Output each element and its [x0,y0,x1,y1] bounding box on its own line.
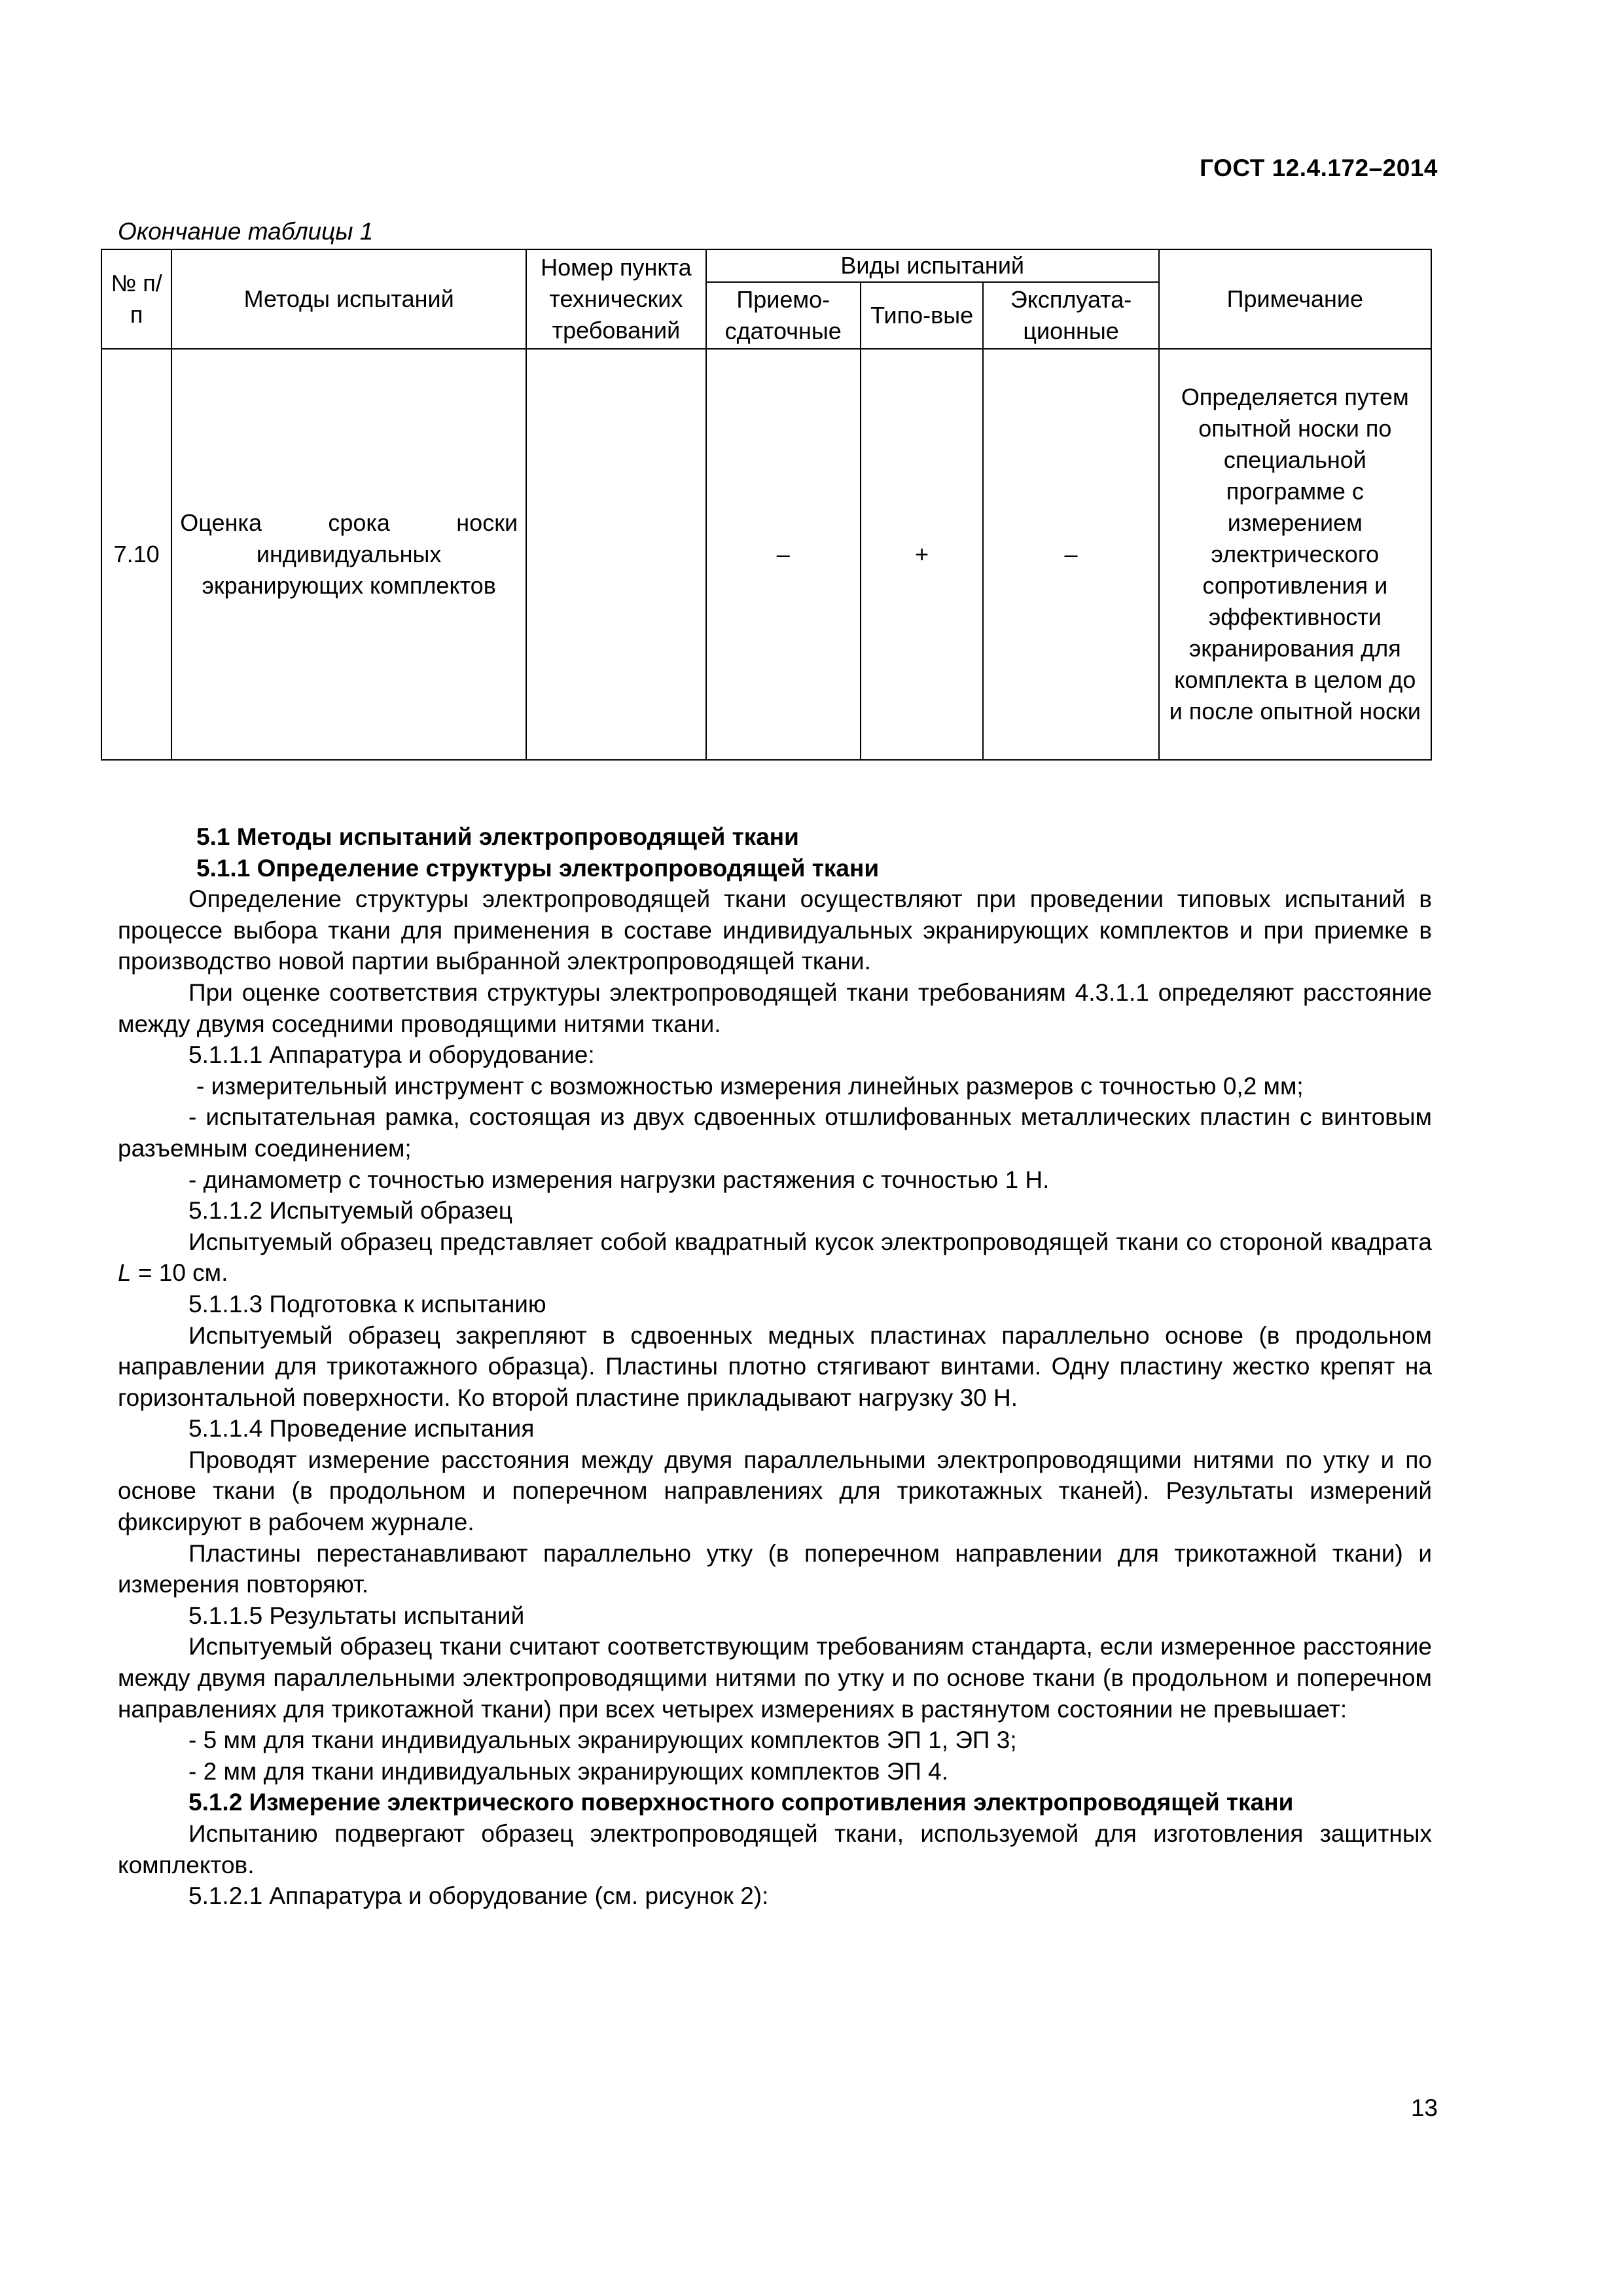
method-rest: индивидуальных экранирующих комплектов [202,541,496,599]
header-point: Номер пункта технических требований [526,249,706,349]
tests-table [101,249,1432,761]
row-acceptance: – [706,349,861,760]
list-item: - 2 мм для ткани индивидуальных экранирующих комплектов ЭП 4. [188,1757,949,1785]
header-acceptance: Приемо-сдаточные [706,282,861,349]
row-method [171,349,526,760]
paragraph-part: = 10 см. [137,1259,228,1287]
header-no: № п/п [101,249,171,349]
paragraph: Испытуемый образец закрепляют в сдвоенных медных пластинах параллельно основе (в продольном направлении для трикотажного образца). Пластины плотно стягивают винтами. Одну пластину жестко крепят на горизонтальной поверхности. Ко второй пластине прикладывают нагрузку 30 Н. [118,1321,1432,1411]
section-5-1-1-4-heading: 5.1.1.4 Проведение испытания [188,1415,535,1443]
method-word-1: Оценка [180,509,262,536]
row-typical: + [861,349,984,760]
paragraph: Определение структуры электропроводящей ткани осуществляют при проведении типовых испытаний в процессе выбора ткани для применения в составе индивидуальных экранирующих комплектов и при приемке в производство новой партии выбранной электропроводящей ткани. [118,886,1432,975]
document-code: ГОСТ 12.4.172–2014 [1200,154,1438,181]
paragraph [118,1227,1432,1289]
paragraph: При оценке соответствия структуры электропроводящей ткани требованиям 4.3.1.1 определяют расстояние между двумя соседними проводящими нитями ткани. [118,978,1432,1037]
list-item: - 5 мм для ткани индивидуальных экранирующих комплектов ЭП 1, ЭП 3; [188,1727,1017,1754]
paragraph: Проводят измерение расстояния между двумя параллельными электропроводящими нитями по утку и по основе ткани (в продольном и поперечном направлениях для трикотажных тканей). Результаты измерений фиксируют в рабочем журнале. [118,1446,1432,1536]
row-point [526,349,706,760]
paragraph: Испытуемый образец ткани считают соответствующим требованиям стандарта, если измеренное расстояние между двумя параллельными электропроводящими нитями по утку и по основе ткани (в продольном и поперечном направлениях для трикотажной ткани) при всех четырех измерениях в растянутом состоянии не превышает: [118,1633,1432,1723]
header-typical: Типо-вые [861,282,984,349]
table-header-row [101,249,1431,282]
paragraph: Испытанию подвергают образец электропроводящей ткани, используемой для изготовления защитных комплектов. [118,1820,1432,1878]
method-word-3: носки [456,509,518,536]
variable-l: L [118,1259,132,1287]
table-row [101,349,1431,760]
header-methods: Методы испытаний [171,249,526,349]
row-note: Определяется путем опытной носки по специальной программе с измерением электрического сопротивления и эффективности экранирования для комплекта в целом до и после опытной носки [1159,349,1431,760]
section-5-1-1-2-heading: 5.1.1.2 Испытуемый образец [188,1197,512,1225]
paragraph-part: Испытуемый образец представляет собой квадратный кусок электропроводящей ткани со стороной квадрата [188,1228,1432,1255]
header-operational: Эксплуата-ционные [983,282,1158,349]
table-caption: Окончание таблицы 1 [118,218,374,245]
header-note: Примечание [1159,249,1431,349]
section-5-1-heading: 5.1 Методы испытаний электропроводящей ткани [196,823,799,850]
section-5-1-1-1-heading: 5.1.1.1 Аппаратура и оборудование: [188,1041,595,1069]
list-item: - измерительный инструмент с возможностью измерения линейных размеров с точностью 0,2 мм; [196,1072,1304,1100]
section-5-1-2-1-heading: 5.1.2.1 Аппаратура и оборудование (см. рисунок 2): [188,1882,769,1910]
section-5-1-2-heading: 5.1.2 Измерение электрического поверхностного сопротивления электропроводящей ткани [188,1789,1294,1816]
section-5-1-1-5-heading: 5.1.1.5 Результаты испытаний [188,1602,525,1629]
section-5-1-1-3-heading: 5.1.1.3 Подготовка к испытанию [188,1290,546,1318]
body-text [118,821,1432,1912]
section-5-1-1-heading: 5.1.1 Определение структуры электропроводящей ткани [196,854,880,882]
header-test-types: Виды испытаний [706,249,1159,282]
paragraph: Пластины перестанавливают параллельно утку (в поперечном направлении для трикотажной ткани) и измерения повторяют. [118,1539,1432,1598]
row-operational: – [983,349,1158,760]
list-item: - испытательная рамка, состоящая из двух сдвоенных отшлифованных металлических пластин с винтовым разъемным соединением; [118,1103,1432,1162]
page-number: 13 [1410,2094,1438,2121]
method-word-2: срока [328,509,390,536]
list-item: - динамометр с точностью измерения нагрузки растяжения с точностью 1 Н. [188,1166,1050,1193]
row-number: 7.10 [101,349,171,760]
